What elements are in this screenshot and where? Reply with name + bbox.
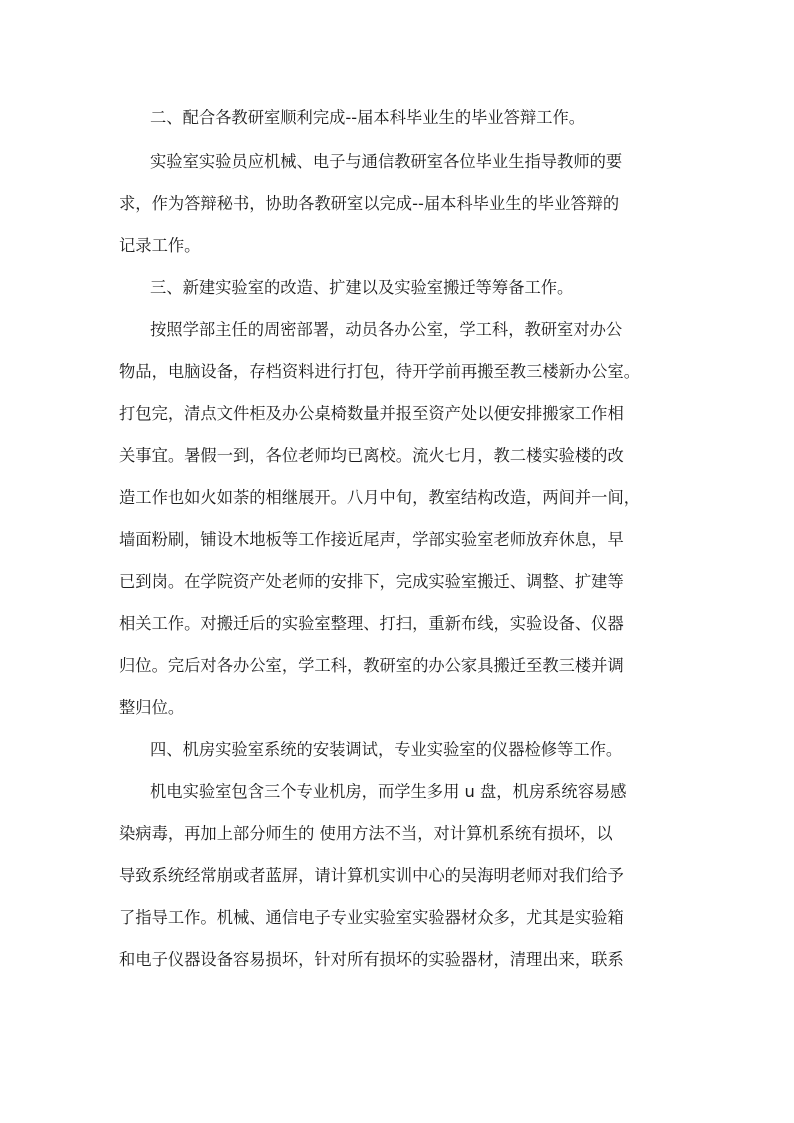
- paragraph-line: 关事宜。暑假一到，各位老师均已离校。流火七月，教二楼实验楼的改: [119, 446, 624, 465]
- paragraph-line: 实验室实验员应机械、电子与通信教研室各位毕业生指导教师的要: [150, 152, 623, 171]
- paragraph-line: 记录工作。: [119, 236, 201, 255]
- paragraph-line: 导致系统经常崩或者蓝屏，请计算机实训中心的吴海明老师对我们给予: [119, 866, 624, 885]
- paragraph-line: 墙面粉刷，铺设木地板等工作接近尾声，学部实验室老师放弃休息，早: [119, 530, 624, 549]
- heading-two: 二、配合各教研室顺利完成--届本科毕业生的毕业答辩工作。: [150, 108, 586, 127]
- paragraph-line: 了指导工作。机械、通信电子专业实验室实验器材众多，尤其是实验箱: [119, 908, 624, 927]
- paragraph-line: 造工作也如火如荼的相继展开。八月中旬，教室结构改造，两间并一间，: [119, 488, 641, 507]
- heading-four: 四、机房实验室系统的安装调试，专业实验室的仪器检修等工作。: [150, 740, 623, 759]
- paragraph-line: 打包完，清点文件柜及办公桌椅数量并报至资产处以便安排搬家工作相: [119, 404, 624, 423]
- paragraph-line: 染病毒，再加上部分师生的 使用方法不当，对计算机系统有损坏，以: [119, 824, 613, 843]
- paragraph-line: 相关工作。对搬迁后的实验室整理、打扫，重新布线，实验设备、仪器: [119, 614, 624, 633]
- paragraph-line: 和电子仪器设备容易损坏，针对所有损坏的实验器材，清理出来，联系: [119, 950, 624, 969]
- paragraph-line: 机电实验室包含三个专业机房，而学生多用 u 盘，机房系统容易感: [150, 782, 627, 801]
- paragraph-line: 求，作为答辩秘书，协助各教研室以完成--届本科毕业生的毕业答辩的: [119, 194, 620, 213]
- paragraph-line: 整归位。: [119, 698, 185, 717]
- paragraph-line: 已到岗。在学院资产处老师的安排下，完成实验室搬迁、调整、扩建等: [119, 572, 624, 591]
- heading-three: 三、新建实验室的改造、扩建以及实验室搬迁等筹备工作。: [150, 278, 574, 297]
- paragraph-line: 物品，电脑设备，存档资料进行打包，待开学前再搬至教三楼新办公室。: [119, 362, 641, 381]
- paragraph-line: 按照学部主任的周密部署，动员各办公室，学工科，教研室对办公: [150, 320, 623, 339]
- paragraph-line: 归位。完后对各办公室，学工科，教研室的办公家具搬迁至教三楼并调: [119, 656, 624, 675]
